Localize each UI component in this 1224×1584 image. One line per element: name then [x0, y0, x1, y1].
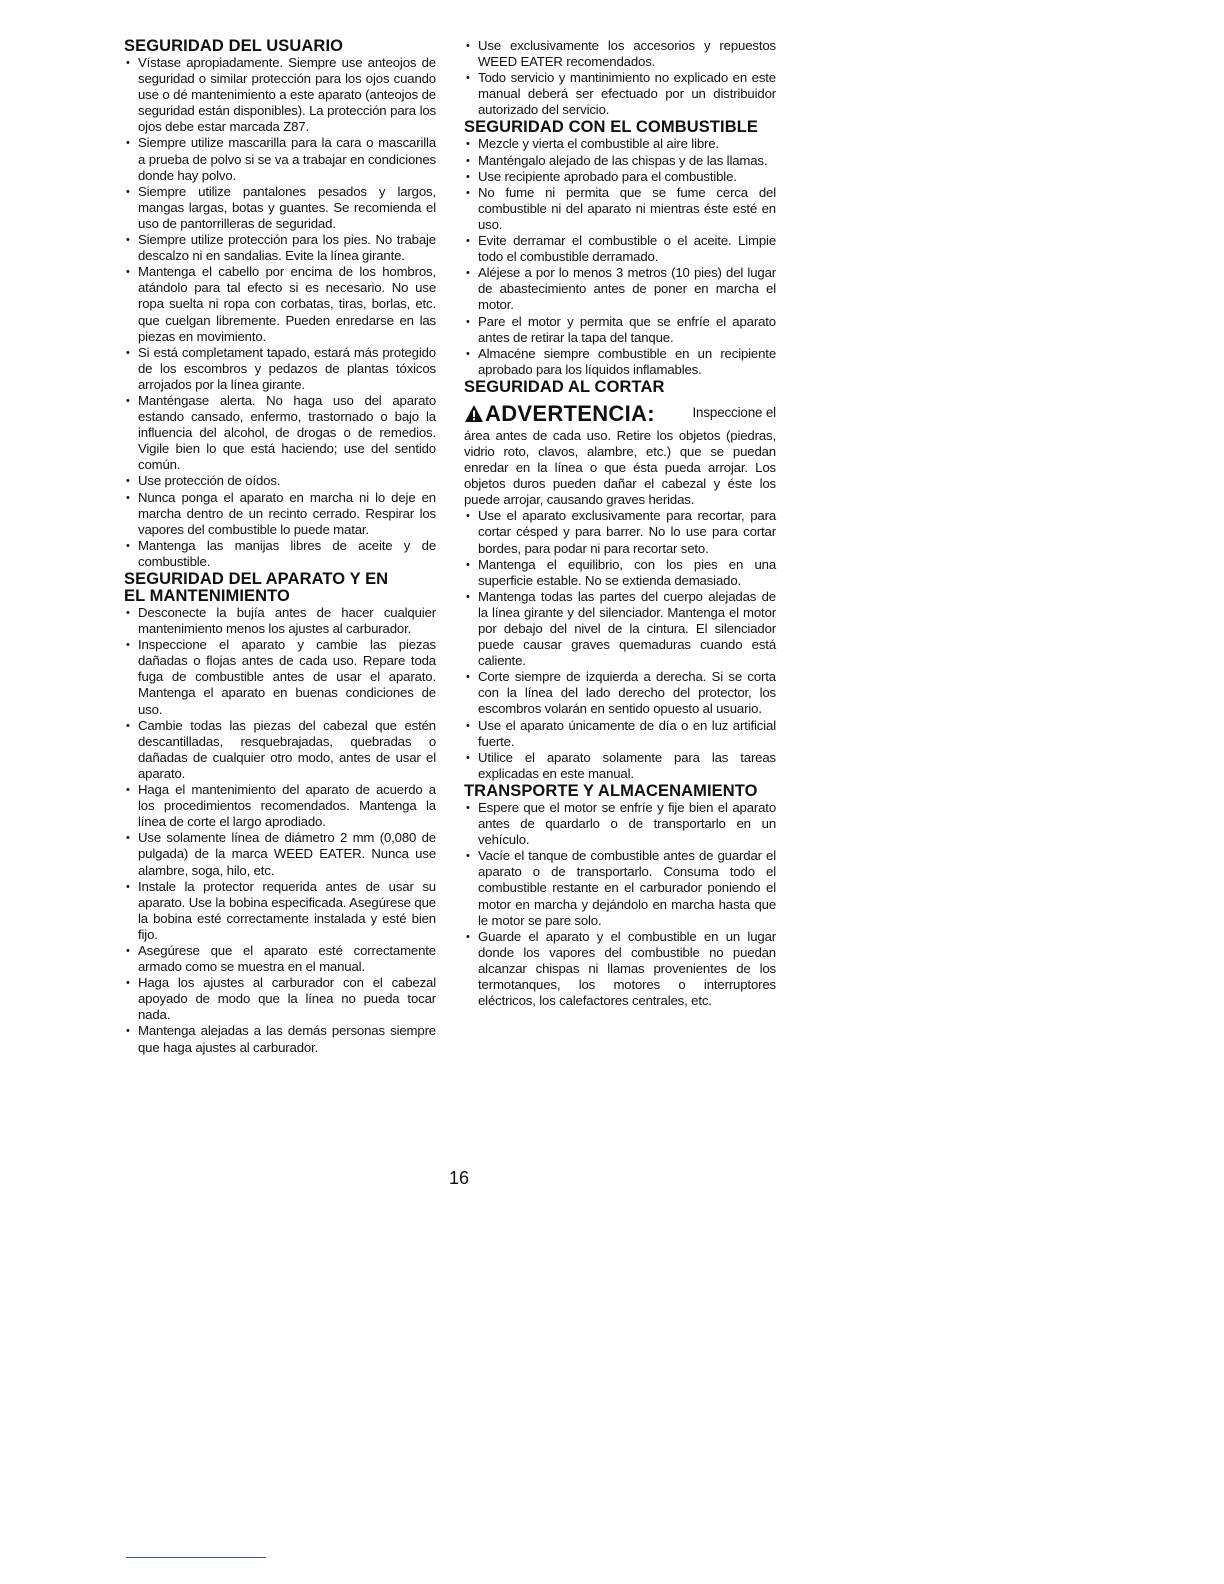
page-number: 16	[449, 1168, 470, 1188]
warning-lead: Inspeccione el	[692, 404, 776, 420]
section-title-transporte: TRANSPORTE Y ALMACENAMIENTO	[464, 781, 758, 800]
right-column	[464, 38, 776, 1010]
list-item: • Inspeccione el aparato y cambie las piezas dañadas o flojas antes de cada uso. Repare toda fuga de combustible antes de usar el aparato. Mantenga el aparato en buenas condiciones de uso.	[124, 637, 436, 717]
list-item: • Pare el motor y permita que se enfríe el aparato antes de retirar la tapa del tanque.	[464, 314, 776, 346]
list-item: • Guarde el aparato y el combustible en un lugar donde los vapores del combustible no puedan alcanzar chispas ni llamas provenientes de los termotanques, los motores o interruptores eléctricos, los calefactores centrales, etc.	[464, 929, 776, 1009]
list-item: • Utilice el aparato solamente para las tareas explicadas en este manual.	[464, 750, 776, 782]
list-item: • Todo servicio y mantinimiento no explicado en este manual deberá ser efectuado por un distribuidor autorizado del servicio.	[464, 70, 776, 118]
list-item: • Manténgalo alejado de las chispas y de las llamas.	[464, 153, 776, 169]
list-item: • Mezcle y vierta el combustible al aire libre.	[464, 136, 776, 152]
warning-triangle-icon	[464, 404, 484, 423]
list-item: • Manténgase alerta. No haga uso del aparato estando cansado, enfermo, trastornado o bajo la influencia del alcohol, de drogas o de remedios. Vigile bien lo que está haciendo; use del sentido común.	[124, 393, 436, 473]
list-item: • Siempre utilize protección para los pies. No trabaje descalzo ni en sandalias. Evite la línea girante.	[124, 232, 436, 264]
list-item: • No fume ni permita que se fume cerca del combustible ni del aparato ni mientras éste esté en uso.	[464, 185, 776, 233]
list-item: • Haga el mantenimiento del aparato de acuerdo a los procedimientos recomendados. Mantenga la línea de corte el largo aprodiado.	[124, 782, 436, 830]
list-seguridad-combustible	[464, 136, 776, 377]
section-title-seguridad-aparato-line1: SEGURIDAD DEL APARATO Y EN	[124, 570, 389, 588]
warning-body-text: área antes de cada uso. Retire los objetos (piedras, vidrio roto, clavos, alambre, etc.) que se puedan enredar en la línea o que ésta pueda arrojar. Los objetos duros pueden dañar el cabezal y éste los puede arrojar, causando graves heridas.	[464, 427, 776, 508]
left-column	[124, 38, 436, 1057]
list-item: • Vístase apropiadamente. Siempre use anteojos de seguridad o similar protección para los ojos cuando use o dé mantenimiento a este aparato (anteojos de seguridad están disponibles). La protección para los ojos debe estar marcada Z87.	[124, 55, 436, 135]
list-item: • Espere que el motor se enfríe y fije bien el aparato antes de quardarlo o de transportarlo en un vehículo.	[464, 800, 776, 848]
list-item: • Use el aparato únicamente de día o en luz artificial fuerte.	[464, 718, 776, 750]
list-item: • Asegúrese que el aparato esté correctamente armado como se muestra en el manual.	[124, 943, 436, 975]
list-item: • Mantenga el equilibrio, con los pies en una superficie estable. No se extienda demasiado.	[464, 557, 776, 589]
list-intro	[464, 38, 776, 118]
list-item: • Use recipiente aprobado para el combustible.	[464, 169, 776, 185]
section-title-seguridad-cortar: SEGURIDAD AL CORTAR	[464, 377, 665, 396]
list-item: • Mantenga el cabello por encima de los hombros, atándolo para tal efecto si es necesario. No use ropa suelta ni ropa con corbatas, tiras, borlas, etc. que cuelgan libremente. Pueden enredarse en las piezas en movimiento.	[124, 264, 436, 344]
list-item: • Siempre utilize mascarilla para la cara o mascarilla a prueba de polvo si se va a trabajar en condiciones donde hay polvo.	[124, 135, 436, 183]
list-item: • Haga los ajustes al carburador con el cabezal apoyado de modo que la línea no pueda tocar nada.	[124, 975, 436, 1023]
list-item: • Mantenga todas las partes del cuerpo alejadas de la línea girante y del silenciador. Mantenga el motor por debajo del nivel de la cintura. El silenciador puede causar graves quemaduras cuando está caliente.	[464, 589, 776, 669]
section-title-seguridad-aparato-line2: EL MANTENIMIENTO	[124, 587, 290, 605]
list-seguridad-aparato	[124, 605, 436, 1056]
list-item: • Mantenga las manijas libres de aceite y de combustible.	[124, 538, 436, 570]
list-item: • Mantenga alejadas a las demás personas siempre que haga ajustes al carburador.	[124, 1023, 436, 1055]
list-item: • Evite derramar el combustible o el aceite. Limpie todo el combustible derramado.	[464, 233, 776, 265]
list-item: • Vacíe el tanque de combustible antes de guardar el aparato o de transportarlo. Consuma todo el combustible restante en el carburador poniendo el motor en marcha y dejándolo en marcha hasta que le motor se pare solo.	[464, 848, 776, 928]
list-item: • Desconecte la bujía antes de hacer cualquier mantenimiento menos los ajustes al carburador.	[124, 605, 436, 637]
list-seguridad-usuario	[124, 55, 436, 570]
list-item: • Use el aparato exclusivamente para recortar, para cortar césped y para barrer. No lo use para cortar bordes, para podar ni para recortar seto.	[464, 508, 776, 556]
list-seguridad-cortar	[464, 508, 776, 782]
list-item: • Nunca ponga el aparato en marcha ni lo deje en marcha dentro de un recinto cerrado. Respirar los vapores del combustible lo puede matar.	[124, 490, 436, 538]
list-item: • Si está completament tapado, estará más protegido de los escombros y pedazos de plantas tóxicos arrojados por la línea girante.	[124, 345, 436, 393]
list-item: • Cambie todas las piezas del cabezal que estén descantilladas, resquebrajadas, quebradas o dañadas de cualquier otro modo, antes de usar el aparato.	[124, 718, 436, 782]
list-item: • Use exclusivamente los accesorios y repuestos WEED EATER recomendados.	[464, 38, 776, 70]
section-title-seguridad-usuario: SEGURIDAD DEL USUARIO	[124, 37, 344, 55]
list-transporte	[464, 800, 776, 1009]
list-item: • Almacéne siempre combustible en un recipiente aprobado para los líquidos inflamables.	[464, 346, 776, 378]
list-item: • Instale la protector requerida antes de usar su aparato. Use la bobina especificada. Asegúrese que la bobina esté correctamente instalada y esté bien fijo.	[124, 879, 436, 943]
warning-title: ADVERTENCIA:	[485, 400, 655, 426]
list-item: • Use solamente línea de diámetro 2 mm (0,080 de pulgada) de la marca WEED EATER. Nunca use alambre, soga, hilo, etc.	[124, 830, 436, 878]
list-item: • Aléjese a por lo menos 3 metros (10 pies) del lugar de abastecimiento antes de poner en marcha el motor.	[464, 265, 776, 313]
warning-header	[464, 400, 776, 428]
footer-rule	[126, 1557, 266, 1558]
list-item: • Siempre utilize pantalones pesados y largos, mangas largas, botas y guantes. Se recomienda el uso de pantorrilleras de seguridad.	[124, 184, 436, 232]
section-title-seguridad-combustible: SEGURIDAD CON EL COMBUSTIBLE	[464, 118, 759, 137]
list-item: • Use protección de oídos.	[124, 473, 436, 489]
list-item: • Corte siempre de izquierda a derecha. Si se corta con la línea del lado derecho del protector, los escombros volarán en sentido opuesto al usuario.	[464, 669, 776, 717]
